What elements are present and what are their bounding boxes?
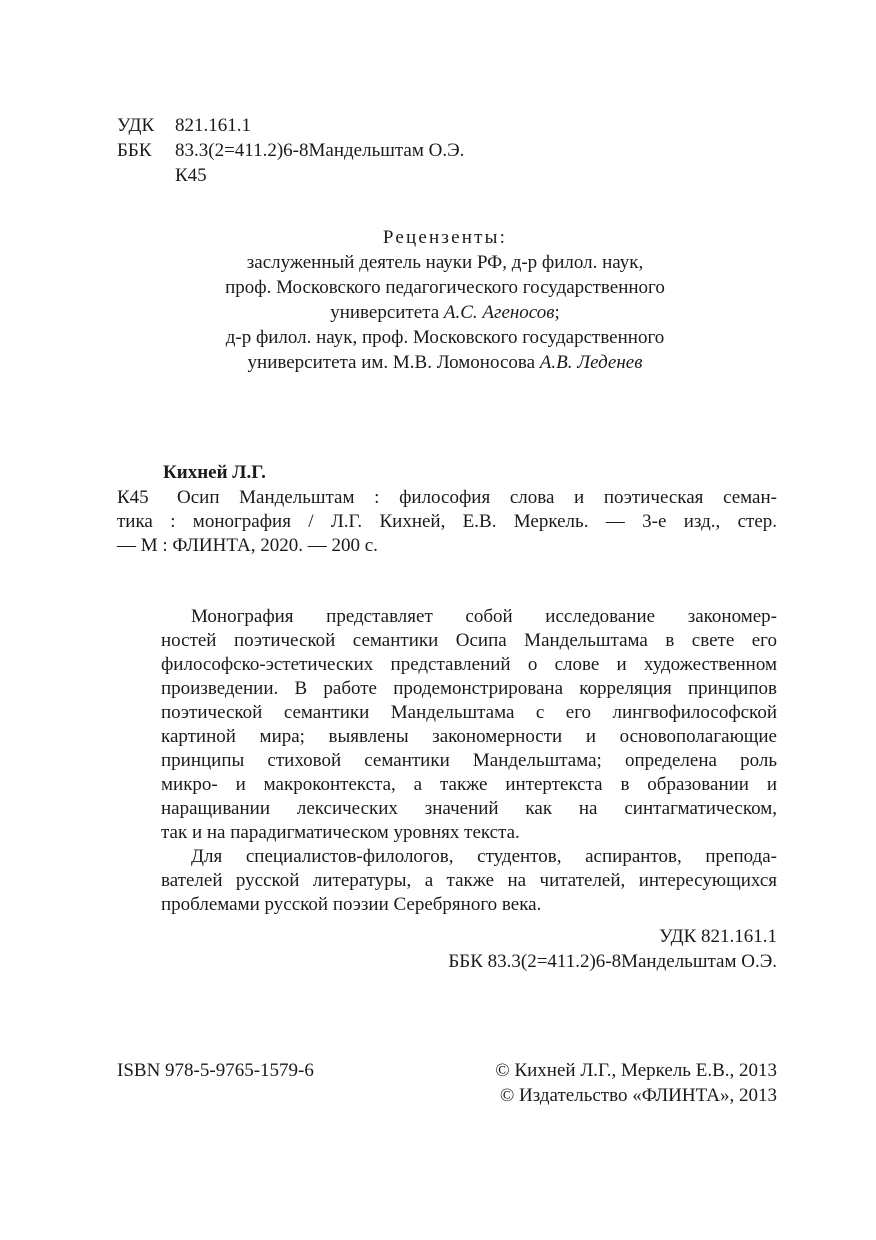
reviewer-line-1: заслуженный деятель науки РФ, д-р филол. наук, xyxy=(246,252,644,273)
footer-classification xyxy=(448,925,777,975)
annotation-line: Монография представляет собой исследование закономер- xyxy=(191,606,777,627)
annotation-line: наращивании лексических значений как на синтагматическом, xyxy=(161,798,777,819)
reviewer-line-3-text: университета xyxy=(330,302,444,323)
udk-label: УДК xyxy=(117,115,155,136)
isbn: ISBN 978-5-9765-1579-6 xyxy=(117,1060,314,1081)
biblio-line-3: — М : ФЛИНТА, 2020. — 200 с. xyxy=(117,535,378,556)
reviewer-name-2: А.В. Леденев xyxy=(539,352,643,373)
classification-block xyxy=(117,114,464,189)
annotation-line: проблемами русской поэзии Серебряного века. xyxy=(161,894,542,915)
reviewer-line-5 xyxy=(120,351,770,376)
annotation-line: произведении. В работе продемонстрирована корреляция принципов xyxy=(161,678,777,699)
biblio-line-2: тика : монография / Л.Г. Кихней, Е.В. Меркель. — 3-е изд., стер. xyxy=(117,511,777,532)
copyright-publisher: © Издательство «ФЛИНТА», 2013 xyxy=(499,1085,777,1106)
annotation-block xyxy=(161,605,777,917)
annotation-line: ностей поэтической семантики Осипа Мандельштама в свете его xyxy=(161,630,777,651)
annotation-line: микро- и макроконтекста, а также интертекста в образовании и xyxy=(161,774,777,795)
annotation-line: принципы стиховой семантики Мандельштама; определена роль xyxy=(161,750,777,771)
bbk-label: ББК xyxy=(117,140,152,161)
footer-udk: УДК 821.161.1 xyxy=(659,926,777,947)
annotation-line: поэтической семантики Мандельштама с его лингвофилософской xyxy=(161,702,777,723)
annotation-line: картиной мира; выявлены закономерности и основополагающие xyxy=(161,726,777,747)
author-mark-line xyxy=(117,164,464,189)
author-heading: Кихней Л.Г. xyxy=(163,462,266,483)
author-mark-biblio: К45 xyxy=(117,487,149,508)
bbk-value: 83.3(2=411.2)6-8Мандельштам О.Э. xyxy=(175,140,465,161)
footer-bbk: ББК 83.3(2=411.2)6-8Мандельштам О.Э. xyxy=(448,951,777,972)
author-mark: К45 xyxy=(175,165,207,186)
udk-line xyxy=(117,114,464,139)
reviewers-block xyxy=(120,226,770,376)
reviewer-line-5-text: университета им. М.В. Ломоносова xyxy=(247,352,540,373)
udk-value: 821.161.1 xyxy=(175,115,251,136)
annotation-line: Для специалистов-филологов, студентов, аспирантов, препода- xyxy=(191,846,777,867)
copyright-authors: © Кихней Л.Г., Меркель Е.В., 2013 xyxy=(495,1060,777,1081)
reviewer-line-2: проф. Московского педагогического государственного xyxy=(225,277,665,298)
annotation-line: так и на парадигматическом уровнях текста. xyxy=(161,822,520,843)
reviewer-line-4: д-р филол. наук, проф. Московского государственного xyxy=(225,327,665,348)
copyright-block xyxy=(495,1059,777,1109)
biblio-line-1: Осип Мандельштам : философия слова и поэтическая семан- xyxy=(177,487,777,508)
reviewers-title: Рецензенты: xyxy=(382,227,508,248)
bbk-line xyxy=(117,139,464,164)
reviewer-line-3 xyxy=(120,301,770,326)
reviewer-line-3-end: ; xyxy=(554,302,560,323)
reviewer-name-1: А.С. Агеносов xyxy=(443,302,555,323)
annotation-line: вателей русской литературы, а также на читателей, интересующихся xyxy=(161,870,777,891)
bibliographic-description xyxy=(117,486,777,558)
annotation-line: философско-эстетических представлений о слове и художественном xyxy=(161,654,777,675)
